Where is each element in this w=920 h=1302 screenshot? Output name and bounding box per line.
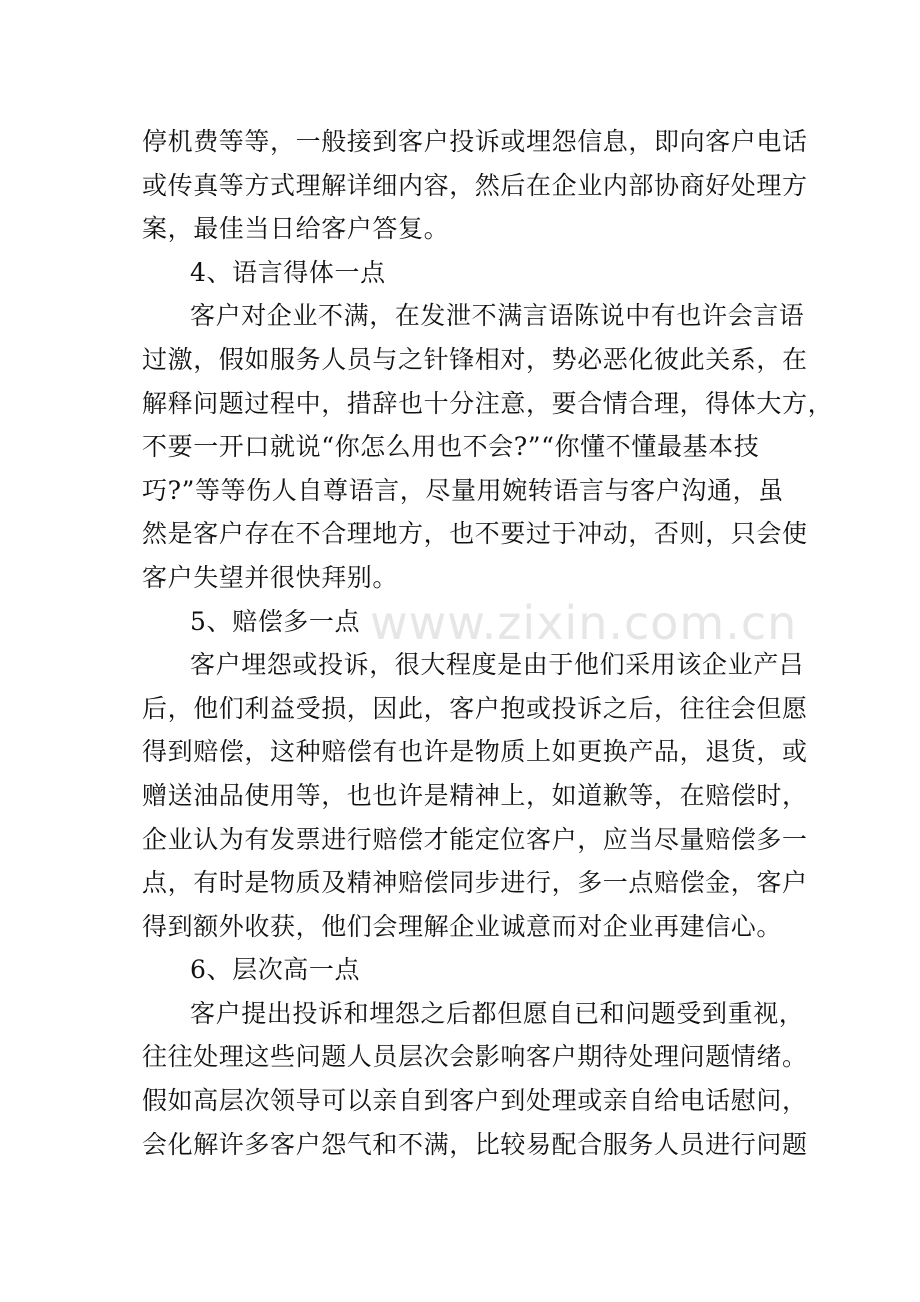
text-line: 假如高层次领导可以亲自到客户到处理或亲自给电话慰问，: [142, 1086, 808, 1116]
text-line: 赠送油品使用等，也也许是精神上，如道歉等，在赔偿时，: [142, 780, 808, 810]
text-line: 点，有时是物质及精神赔偿同步进行，多一点赔偿金，客户: [142, 868, 808, 898]
text-line: 解释问题过程中，措辞也十分注意，要合情合理，得体大方，: [142, 388, 834, 418]
text-line: 巧?”等等伤人自尊语言，尽量用婉转语言与客户沟通，虽: [142, 475, 784, 505]
text-line: 会化解许多客户怨气和不满，比较易配合服务人员进行问题: [142, 1129, 808, 1159]
text-line: 得到额外收获，他们会理解企业诚意而对企业再建信心。: [142, 911, 783, 941]
text-line: 后，他们利益受损，因此，客户抱或投诉之后，往往会但愿: [142, 693, 808, 723]
text-line: 然是客户存在不合理地方，也不要过于冲动，否则，只会使: [142, 519, 808, 549]
text-line: 客户失望并很快拜别。: [142, 562, 399, 592]
text-line: 停机费等等，一般接到客户投诉或埋怨信息，即向客户电话: [142, 127, 808, 156]
section-heading: 6、层次高一点: [190, 955, 361, 985]
text-line: 企业认为有发票进行赔偿才能定位客户，应当尽量赔偿多一: [142, 824, 808, 854]
paragraph-first-line: 客户提出投诉和埋怨之后都但愿自已和问题受到重视，: [190, 998, 805, 1028]
watermark: www.zixin.com.cn: [370, 596, 798, 650]
section-heading: 5、赔偿多一点: [190, 606, 361, 636]
text-line: 往往处理这些问题人员层次会影响客户期待处理问题情绪。: [142, 1042, 808, 1072]
paragraph-first-line: 客户对企业不满，在发泄不满言语陈说中有也许会言语: [190, 301, 805, 331]
text-line: 过激，假如服务人员与之针锋相对，势必恶化彼此关系，在: [142, 344, 808, 374]
text-line: 案，最佳当日给客户答复。: [142, 214, 450, 244]
text-line: 不要一开口就说“你怎么用也不会?”“你懂不懂最基本技: [142, 432, 760, 462]
text-line: 或传真等方式理解详细内容，然后在企业内部协商好处理方: [142, 170, 808, 200]
document-body: [142, 120, 834, 1166]
section-heading: 4、语言得体一点: [190, 257, 386, 287]
paragraph-first-line: 客户埋怨或投诉，很大程度是由于他们采用该企业产吕: [190, 650, 805, 680]
text-line: 得到赔偿，这种赔偿有也许是物质上如更换产品，退货，或: [142, 737, 808, 767]
